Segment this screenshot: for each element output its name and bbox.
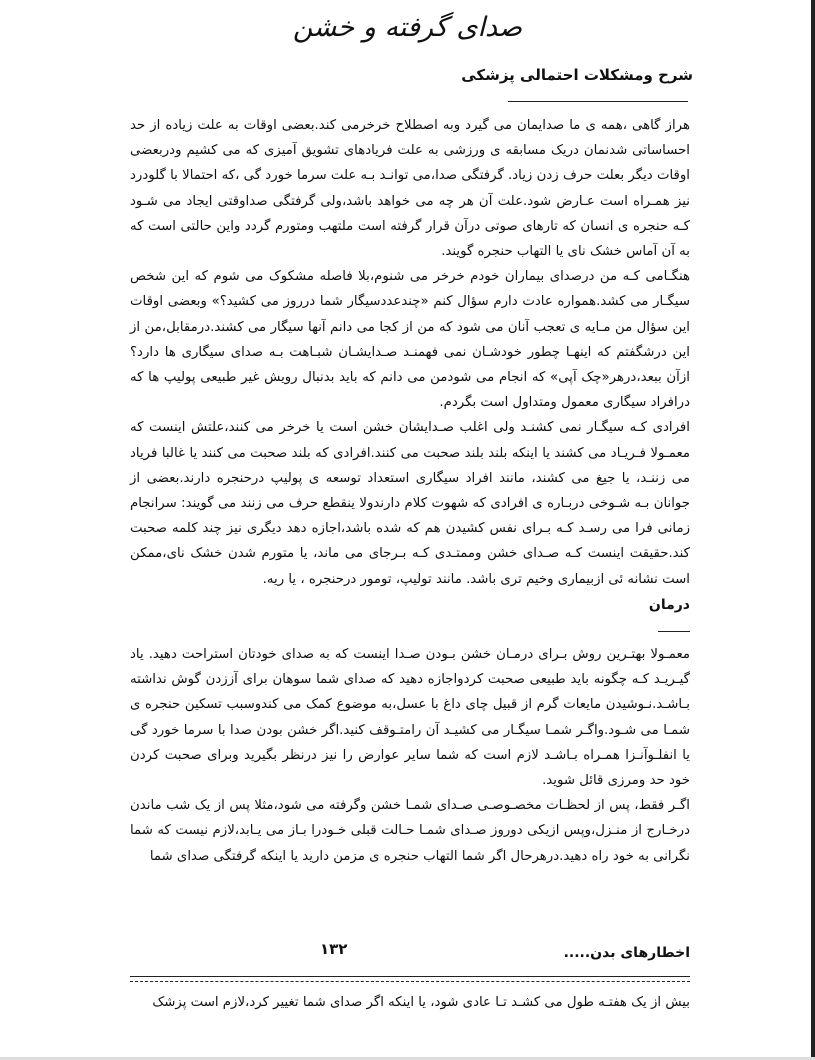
paragraph: معمـولا بهتـرین روش بـرای درمـان خشن بـودن صـدا اینست که به صدای خودتان استراحت دهید. یاد گیـریـد کـه چگونه باید طبیعی صحبت کردواجازه دهید که صدای شما سوهان برای آززدن گوش نداشته بـاشـد.نـوشیدن مایعات گرم از قبیل چای داغ با عسل،به موضوع کمک می کندوسبب تسکین حنجره ی شمـا می شـود.واگـر شمـا سیگـار می کشیـد آن رامتـوقف کنید.اگر خشن بودن صدا با سرما خورد گی یا انفلـوآنـزا همـراه بـاشـد لازم است که شما سایر عوارض را نیز درنظر بگیرید وبرای صحبت کردن خود حد ومرزی قائل شوید. (130, 647, 690, 789)
treatment-heading: درمان (648, 597, 690, 613)
paragraph: افرادی کـه سیگـار نمی کشنـد ولی اغلب صـدایشان خشن است یا خرخر می کنند،علتش اینست که معمـولا فـریـاد می کشند یا اینکه بلند بلند صحبت می کنند.افرادی که بلند صحبت می کنند یا غالبا فریاد می زننـد، یا جیغ می کشند، مانند افراد سیگاری استعداد توسعه ی پولیپ درحنجره دارند.بعضی از جوانان بـه شـوخی دربـاره ی افرادی که شهوت کلام دارندولا ینقطع حرف می زنند می گویند: سرانجام زمانی فرا می رسـد کـه بـرای نفس کشیدن هم که شده باشد،اجازه دهد دیگری نیز چند کلمه صحبت کند.حقیقت اینست کـه صـدای خشن وممتـدی کـه بـرجای می ماند، یا متورم شدن خشک نای،ممکن است نشانه ئی ازبیماری وخیم تری باشد. مانند تولیپ، تومور درحنجره ، یا ریه. (130, 420, 690, 587)
page-edge (811, 0, 815, 1060)
treatment-text-block (130, 642, 690, 869)
page-number: ۱۳۲ (320, 940, 348, 958)
paragraph: هنگـامی کـه من درصدای بیماران خودم خرخر می شنوم،بلا فاصله مشکوک می شوم که این شخص سیگـار می کشد.همواره عادت دارم سؤال کنم «چندعددسیگار شما درروز می کشید؟» وبعضی اوقات این سؤال من مـایه ی تعجب آنان می شود که من از کجا می دانم آنها سیگار می کشند.درمقابل،من از این درشگفتم که اینهـا چطور خودشـان نمی فهمنـد صـدایشـان شبـاهت بـه صدای سیگاری ها دارد؟ازآن ببعد،درهر«چک آپی» که انجام می شودمن می دانم که باید بدنبال رویش غیر طبیعی پولیپ ها که درافراد سیگاری معمول ومتداول است بگردم. (130, 269, 690, 411)
footer-book-title: اخطارهای بدن..... (563, 945, 690, 961)
description-text-block (130, 113, 690, 592)
footer-divider-dashed (130, 981, 690, 982)
section-title-underline (508, 101, 688, 102)
chapter-header-title: صدای گرفته و خشن (292, 12, 523, 43)
continuation-text: بیش از یک هفتـه طول می کشـد تـا عادی شود، یا اینکه اگر صدای شما تغییر کرد،لازم است پزشک (152, 995, 690, 1010)
footer-divider (130, 976, 690, 977)
paragraph: هراز گاهی ،همه ی ما صدایمان می گیرد وبه اصطلاح خرخرمی کند.بعضی اوقات به علت زیاده از حد احساساتی شدنمان دریک مسابقه ی ورزشی به علت فریادهای تشویق آمیزی که می کشیم ودربعضی اوقات دیگر بعلت حرف زدن زیاد. گرفتگی صدا،می توانـد بـه علت سرما خورد گی ،که احتمالا با گلودرد نیز همـراه است عـارض شود.علت آن هر چه می خواهد باشد،ولی گرفتگی صداوقتی ایجاد می شـود کـه حنجره ی انسان که تارهای صوتی درآن قرار گرفته است ملتهب ومتورم گردد واین حالتی است که به آن آماس خشک نای یا التهاب حنجره گویند. (130, 118, 690, 260)
section-title: شرح ومشکلات احتمالی پزشکی (461, 66, 693, 84)
paragraph: اگـر فقط، پس از لحظـات مخصـوصـی صـدای شمـا خشن وگرفته می شود،مثلا پس از یک شب ماندن درخـارج از منـزل،وپس ازیکی دوروز صـدای شمـا حـالت قبلی خـودرا بـاز می یـابد،لازم نیست که شما نگرانی به خود راه دهید.درهرحال اگر شما التهاب حنجره ی مزمن دارید یا اینکه گرفتگی صدای شما (130, 798, 690, 864)
treatment-heading-underline (658, 631, 690, 632)
